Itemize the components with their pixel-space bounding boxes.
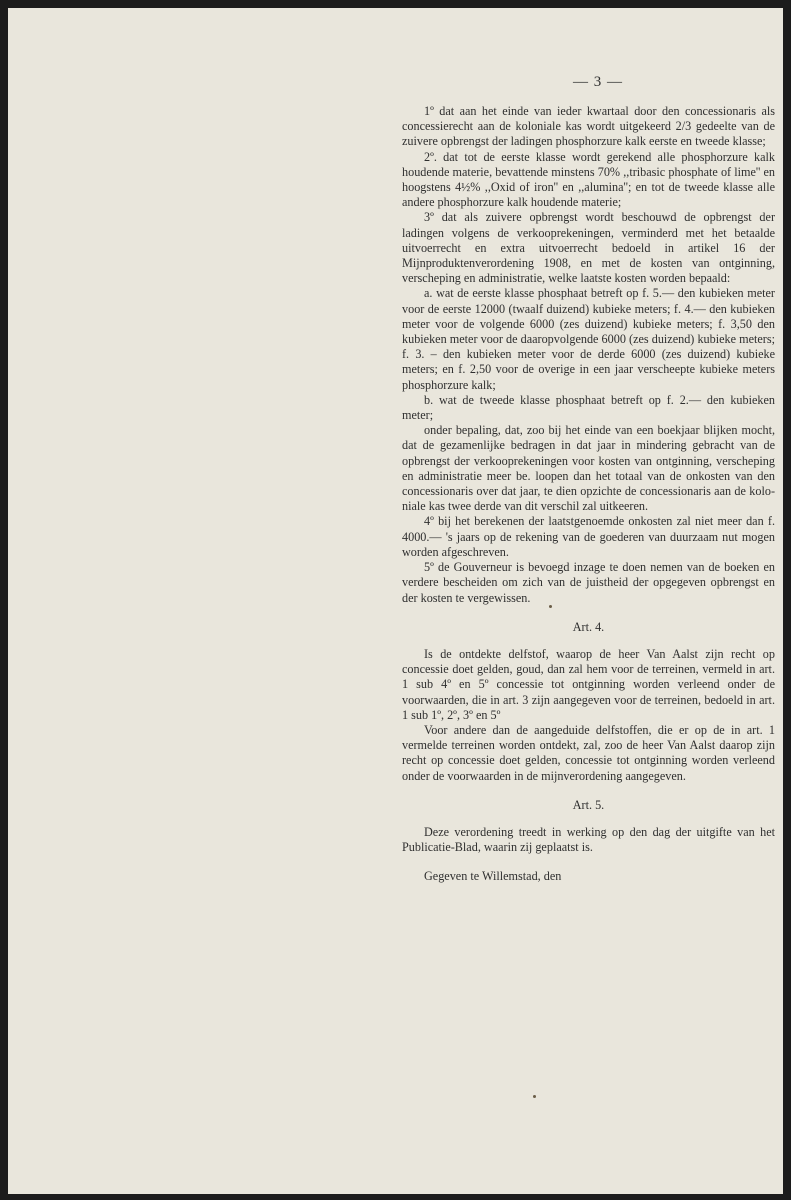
article-5-paragraph-1: Deze verordening treedt in werking op den dag der uitgifte van het Publicatie-Blad, waarin zij geplaatst is. <box>402 824 775 855</box>
speck <box>533 1095 536 1098</box>
page-number: — 3 — <box>573 74 623 90</box>
article-4-paragraph-2: Voor andere dan de aangeduide delfstoffen, die er op de in art. 1 vermelde terreinen worden ontdekt, zal, zoo de heer Van Aalst daarop zijn recht op concessie doet gelden, concessie tot ontginning worden verleend onder de voorwaarden in de mijnverordening aangegeven. <box>402 722 775 783</box>
paragraph-a: a. wat de eerste klasse phosphaat betreft op f. 5.— den kubieken meter voor de eerste 12000 (twaalf duizend) kubieke meters; f. 4.— den kubieken meter voor de volgende 6000 (zes duizend) kubieke meters; f. 3,50 den kubieken meter voor de daaropvolgende 6000 (zes duizend) kubieke meters; f. 3. – den kubieken meter voor de derde 6000 (zes duizend) kubieke meters; en f. 2,50 voor de overige in een jaar verscheepte kubieke meters phosphorzure kalk; <box>402 286 775 392</box>
article-4-paragraph-1: Is de ontdekte delfstof, waarop de heer Van Aalst zijn recht op concessie doet gelden, goud, dan zal hem voor de terreinen, vermeld in art. 1 sub 4º en 5º concessie tot ontginning worden verleend onder de voorwaarden, die in art. 3 zijn aangegeven voor de terreinen, bedoeld in art. 1 sub 1º, 2º, 3º en 5º <box>402 646 775 722</box>
paragraph-1: 1º dat aan het einde van ieder kwartaal door den concessionaris als concessierecht aan de koloniale kas wordt uitgekeerd 2/3 gedeelte van de zuivere opbrengst der ladingen phosphorzure kalk eerste en tweede klasse; <box>402 104 775 149</box>
document-page <box>8 8 783 1194</box>
signature-line: Gegeven te Willemstad, den <box>424 869 562 884</box>
article-4-heading: Art. 4. <box>572 619 605 634</box>
paragraph-proviso: onder bepaling, dat, zoo bij het einde van een boekjaar blijken mocht, dat de gezamenlijke bedragen in dat jaar in mindering gebracht van de opbrengst der verkooprekeningen voor kosten van ontginning, verscheping en administratie meer be. loopen dan het totaal van de onkosten van den concessionaris over dat jaar, te dien opzichte de concessionaris aan de kolo- niale kas twee derde van dit verschil zal uitkeeren. <box>402 423 775 514</box>
article-5-heading: Art. 5. <box>572 797 605 812</box>
document-body <box>402 104 775 885</box>
paragraph-5: 5º de Gouverneur is bevoegd inzage te doen nemen van de boeken en verdere bescheiden om zich van de juistheid der opgegeven opbrengst en der kosten te vergewissen. <box>402 560 775 605</box>
paragraph-3: 3º dat als zuivere opbrengst wordt beschouwd de opbrengst der ladingen volgens de verkooprekeningen, verminderd met het betaalde uitvoerrecht en extra uitvoerrecht bedoeld in artikel 16 der Mijnproduktenverordening 1908, en met de kosten van ontginning, verscheping en administratie, welke laatste kosten worden bepaald: <box>402 210 775 286</box>
paragraph-4: 4º bij het berekenen der laatstgenoemde onkosten zal niet meer dan f. 4000.— 's jaars op de rekening van de goederen van duurzaam nut mogen worden afgeschreven. <box>402 514 775 559</box>
speck <box>549 605 552 608</box>
paragraph-b: b. wat de tweede klasse phosphaat betreft op f. 2.— den kubieken meter; <box>402 392 775 423</box>
paragraph-2: 2º. dat tot de eerste klasse wordt gerekend alle phosphorzure kalk houdende materie, bevattende minstens 70% ,,tribasic phosphate of lime'' en hoogstens 4½% ,,Oxid of iron'' en ,,alumina''; en tot de tweede klasse alle andere phosphorzure kalk houdende materie; <box>402 149 775 210</box>
